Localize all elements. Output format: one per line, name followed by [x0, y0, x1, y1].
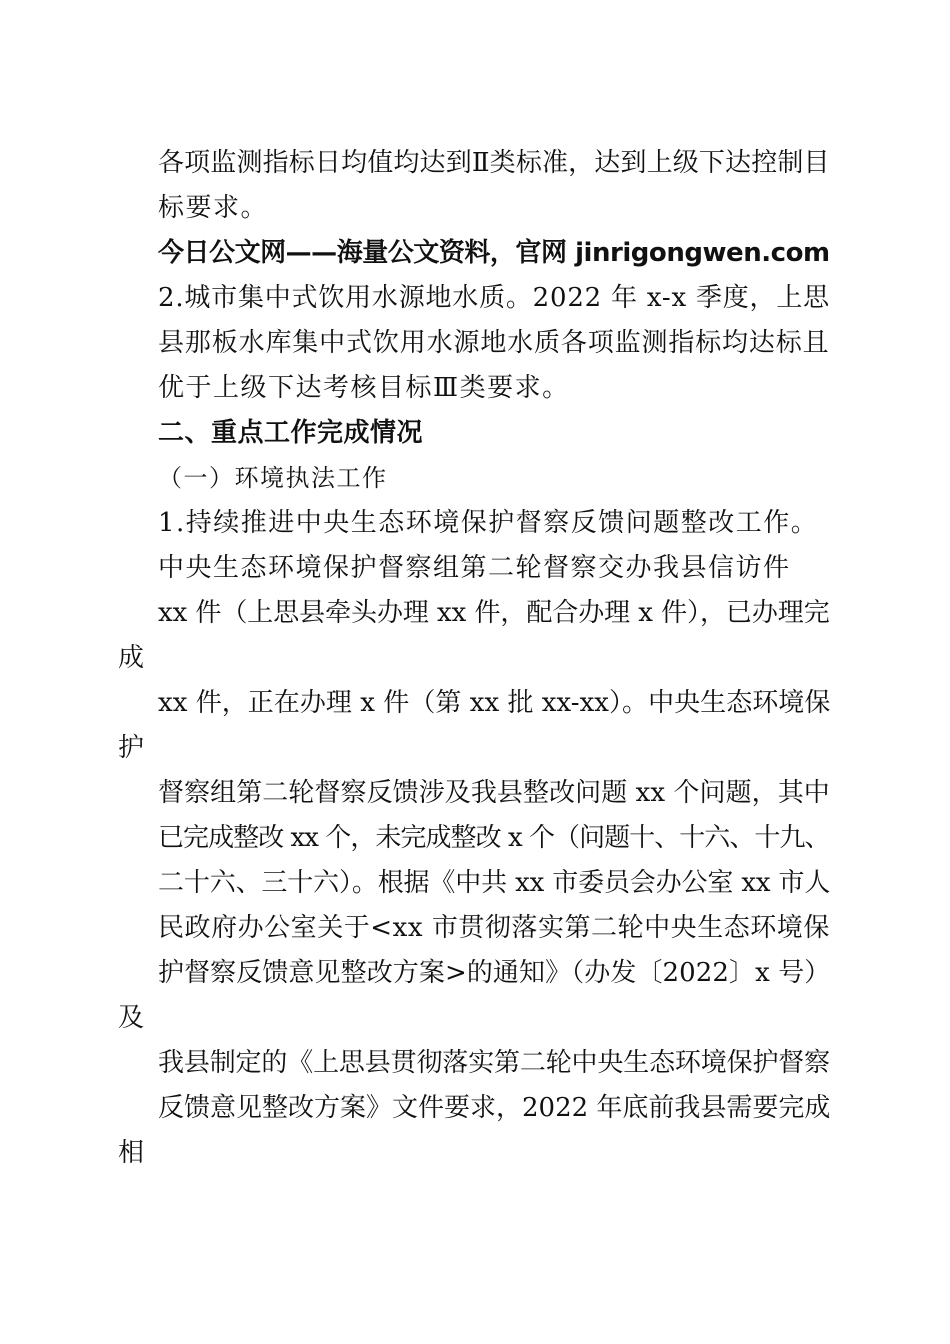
paragraph-line: 民政府办公室关于<xx 市贯彻落实第二轮中央生态环境保: [158, 913, 830, 943]
paragraph-line: 优于上级下达考核目标Ⅲ类要求。: [158, 373, 570, 403]
paragraph-line: 反馈意见整改方案》文件要求，2022 年底前我县需要完成: [158, 1093, 831, 1123]
paragraph-line: 各项监测指标日均值均达到Ⅱ类标准，达到上级下达控制目: [158, 148, 830, 178]
paragraph-line: 已完成整改 xx 个，未完成整改 x 个（问题十、十六、十九、: [158, 823, 830, 853]
paragraph-line: 及: [118, 1003, 146, 1033]
paragraph-line: 相: [118, 1138, 146, 1168]
paragraph-line: 县那板水库集中式饮用水源地水质各项监测指标均达标且: [158, 328, 830, 358]
section-heading: 二、重点工作完成情况: [158, 418, 424, 448]
paragraph-line: 中央生态环境保护督察组第二轮督察交办我县信访件: [158, 553, 791, 583]
paragraph-line: 成: [118, 643, 146, 673]
paragraph-line: 标要求。: [158, 193, 269, 223]
subsection-heading: （一）环境执法工作: [158, 464, 388, 492]
paragraph-line: xx 件，正在办理 x 件（第 xx 批 xx-xx）。中央生态环境保: [158, 688, 831, 718]
watermark-line: 今日公文网——海量公文资料，官网 jinrigongwen.com: [158, 238, 830, 268]
paragraph-line: 1.持续推进中央生态环境保护督察反馈问题整改工作。: [158, 508, 819, 538]
paragraph-line: 护: [118, 733, 146, 763]
paragraph-line: 我县制定的《上思县贯彻落实第二轮中央生态环境保护督察: [158, 1048, 831, 1078]
paragraph-line: 督察组第二轮督察反馈涉及我县整改问题 xx 个问题，其中: [158, 778, 830, 808]
paragraph-line: 二十六、三十六）。根据《中共 xx 市委员会办公室 xx 市人: [158, 868, 831, 898]
paragraph-line: 2.城市集中式饮用水源地水质。2022 年 x-x 季度，上思: [158, 283, 830, 313]
paragraph-line: xx 件（上思县牵头办理 xx 件，配合办理 x 件），已办理完: [158, 598, 830, 628]
paragraph-line: 护督察反馈意见整改方案>的通知》（办发〔2022〕x 号）: [158, 958, 831, 988]
